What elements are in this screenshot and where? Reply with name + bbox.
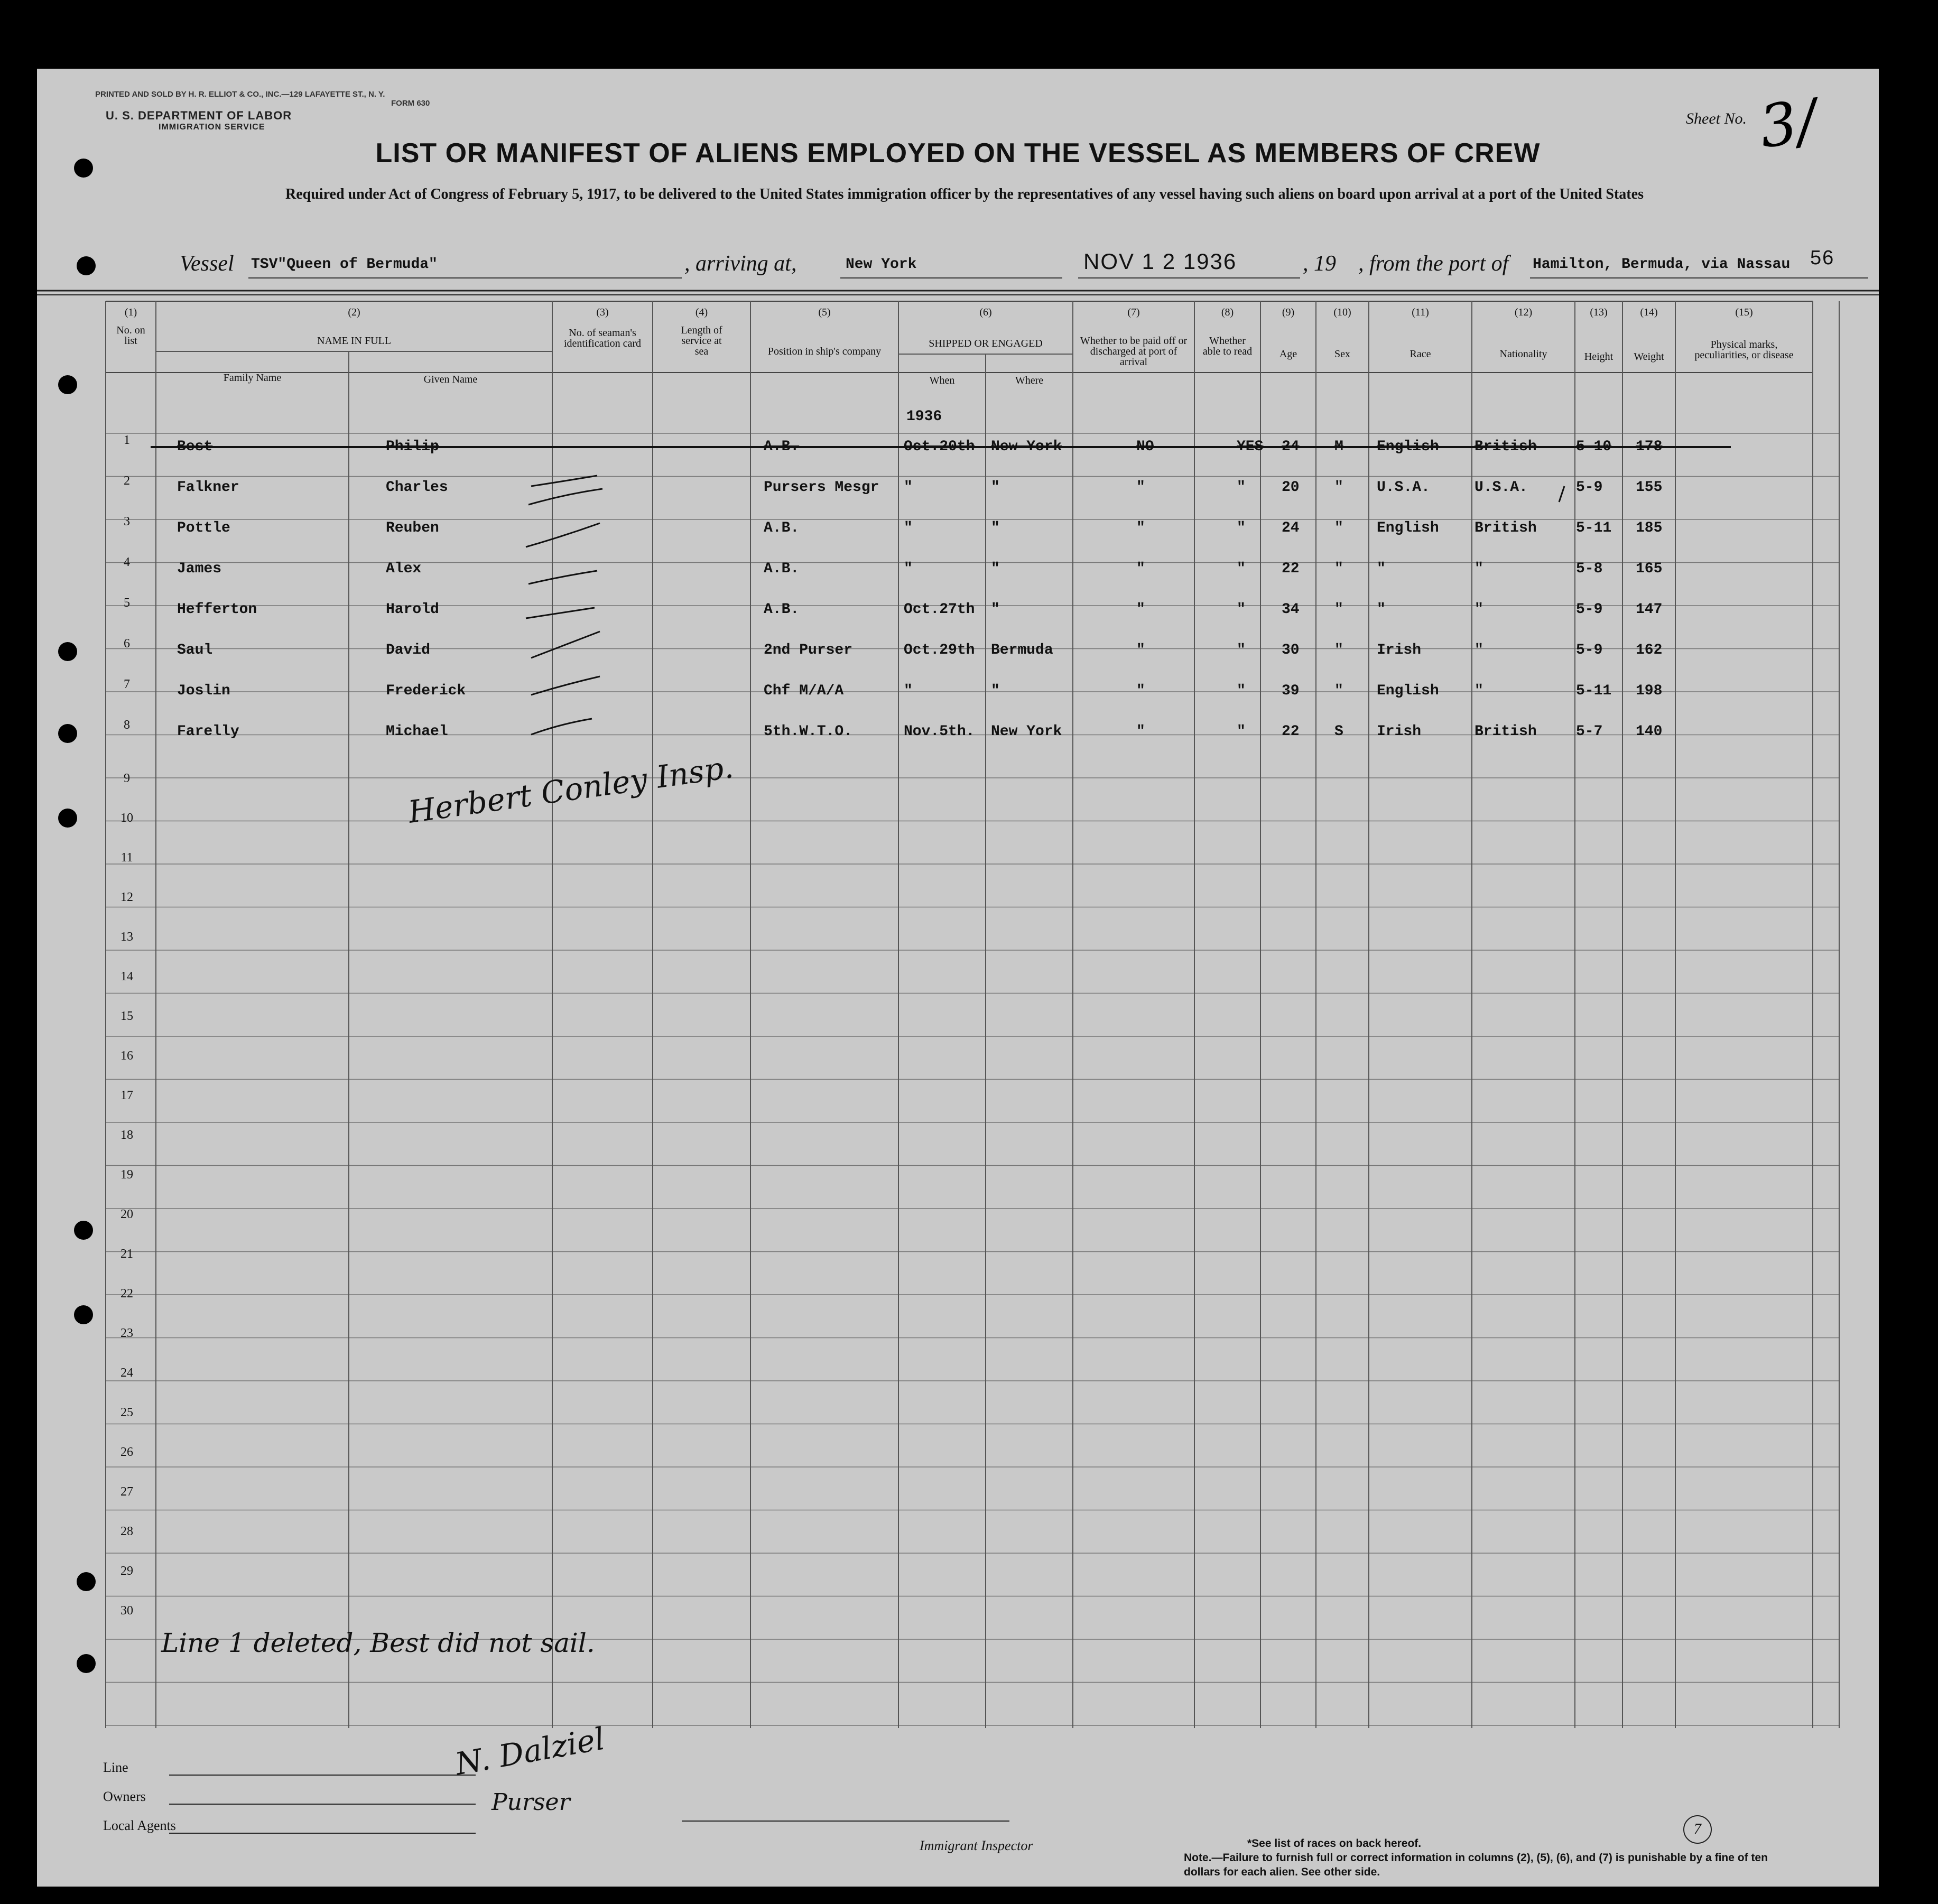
cell-position: A.B. bbox=[764, 439, 800, 455]
service-name: IMMIGRATION SERVICE bbox=[159, 123, 265, 132]
col-head-height: Height bbox=[1584, 351, 1614, 363]
col-head-no: No. on list bbox=[116, 324, 145, 347]
cell-given: David bbox=[386, 642, 431, 658]
arriving-label: , arriving at, bbox=[684, 252, 797, 276]
cell-weight: 140 bbox=[1636, 723, 1663, 740]
cell-paid: " bbox=[1136, 479, 1145, 496]
cell-when: Oct.29th bbox=[904, 642, 975, 658]
cell-when: Nov.5th. bbox=[904, 723, 975, 740]
col-head-name: NAME IN FULL bbox=[317, 335, 391, 347]
cell-nationality: " bbox=[1475, 601, 1483, 618]
cell-race: Irish bbox=[1377, 642, 1422, 658]
cell-where: " bbox=[991, 561, 1000, 577]
cell-when: " bbox=[904, 683, 913, 699]
circled-number: 7 bbox=[1683, 1815, 1712, 1844]
cell-when: Oct.27th bbox=[904, 601, 975, 618]
row-number: 7 bbox=[124, 677, 130, 691]
cell-family: Pottle bbox=[177, 520, 230, 536]
col-num: (10) bbox=[1333, 307, 1351, 318]
cell-when: " bbox=[904, 520, 913, 536]
row-number: 20 bbox=[120, 1208, 133, 1221]
vessel-label: Vessel bbox=[180, 252, 234, 276]
col-head-when: When bbox=[929, 375, 955, 386]
cell-family: Falkner bbox=[177, 479, 239, 496]
cell-age: 22 bbox=[1282, 561, 1300, 577]
cell-sex: S bbox=[1334, 723, 1343, 740]
cell-given: Michael bbox=[386, 723, 448, 740]
cell-given: Philip bbox=[386, 439, 439, 455]
cell-age: 39 bbox=[1282, 683, 1300, 699]
cell-when: Oct.20th bbox=[904, 439, 975, 455]
row-rules bbox=[106, 433, 1839, 1725]
cell-position: 2nd Purser bbox=[764, 642, 853, 658]
cell-family: James bbox=[177, 561, 222, 577]
cell-position: A.B. bbox=[764, 561, 800, 577]
cell-paid: " bbox=[1136, 683, 1145, 699]
owners-label: Owners bbox=[103, 1789, 146, 1804]
arriving-port: New York bbox=[846, 256, 917, 273]
cell-height: 5-9 bbox=[1576, 642, 1603, 658]
cell-race: English bbox=[1377, 520, 1439, 536]
row-number: 27 bbox=[120, 1485, 133, 1499]
cell-family: Farelly bbox=[177, 723, 239, 740]
form-number: FORM 630 bbox=[391, 99, 430, 108]
col-head-where: Where bbox=[1015, 375, 1044, 386]
cell-paid: " bbox=[1136, 601, 1145, 618]
cell-age: 30 bbox=[1282, 642, 1300, 658]
row-number: 22 bbox=[120, 1287, 133, 1301]
col-num: (12) bbox=[1514, 307, 1533, 318]
cell-paid: " bbox=[1136, 723, 1145, 740]
col-head-age: Age bbox=[1279, 348, 1297, 360]
from-label: , from the port of bbox=[1358, 252, 1509, 276]
row-number: 12 bbox=[120, 890, 133, 904]
col-head-position: Position in ship's company bbox=[767, 346, 882, 357]
purser-title: Purser bbox=[492, 1789, 570, 1816]
cell-family: Hefferton bbox=[177, 601, 257, 618]
cell-race: Irish bbox=[1377, 723, 1422, 740]
col-head-id: No. of seaman's identification card bbox=[563, 327, 642, 349]
cell-nationality: " bbox=[1475, 683, 1483, 699]
cell-height: 5-9 bbox=[1576, 601, 1603, 618]
cell-sex: " bbox=[1334, 683, 1343, 699]
col-num: (5) bbox=[818, 307, 831, 318]
races-note: *See list of races on back hereof. bbox=[1247, 1837, 1422, 1850]
cell-weight: 165 bbox=[1636, 561, 1663, 577]
department-name: U. S. DEPARTMENT OF LABOR bbox=[106, 109, 292, 122]
col-head-sex: Sex bbox=[1334, 348, 1350, 360]
cell-sex: " bbox=[1334, 601, 1343, 618]
cell-race: " bbox=[1377, 601, 1386, 618]
cell-read: " bbox=[1237, 561, 1246, 577]
sheet-number-label: Sheet No. bbox=[1686, 110, 1747, 127]
cell-read: " bbox=[1237, 479, 1246, 496]
row-number: 5 bbox=[124, 596, 130, 610]
cell-read: YES bbox=[1237, 439, 1264, 455]
fine-note: Note.—Failure to furnish full or correct information in columns (2), (5), (6), and (7) is punishable by a fine of ten dollars for each alien. See other side. bbox=[1184, 1852, 1768, 1878]
row-number: 3 bbox=[124, 515, 130, 528]
cell-race: U.S.A. bbox=[1377, 479, 1430, 496]
col-num: (2) bbox=[348, 307, 360, 318]
cell-age: 24 bbox=[1282, 439, 1300, 455]
form-subtitle: Required under Act of Congress of February 5, 1917, to be delivered to the United States immigration officer by the representatives of any vessel having such aliens on board upon arrival at a port of the United States bbox=[285, 186, 1644, 202]
cell-where: Bermuda bbox=[991, 642, 1053, 658]
cell-nationality: British bbox=[1475, 723, 1537, 740]
purser-signature: N. Dalziel bbox=[452, 1720, 608, 1782]
row-number: 10 bbox=[120, 811, 133, 825]
cell-age: 20 bbox=[1282, 479, 1300, 496]
col-num: (7) bbox=[1127, 307, 1140, 318]
cell-family: Saul bbox=[177, 642, 213, 658]
cell-given: Alex bbox=[386, 561, 422, 577]
row-number: 1 bbox=[124, 433, 130, 447]
row-number: 29 bbox=[120, 1564, 133, 1578]
cell-family: Joslin bbox=[177, 683, 230, 699]
col-num: (3) bbox=[596, 307, 609, 318]
form-title: LIST OR MANIFEST OF ALIENS EMPLOYED ON THE VESSEL AS MEMBERS OF CREW bbox=[375, 138, 1541, 169]
cell-weight: 198 bbox=[1636, 683, 1663, 699]
row-number: 24 bbox=[120, 1366, 133, 1380]
cell-position: A.B. bbox=[764, 601, 800, 618]
cell-age: 24 bbox=[1282, 520, 1300, 536]
col-head-read: Whether able to read bbox=[1202, 335, 1253, 357]
col-num: (6) bbox=[979, 307, 992, 318]
cell-height: 5-11 bbox=[1576, 520, 1612, 536]
row-number: 21 bbox=[120, 1247, 133, 1261]
cell-weight: 147 bbox=[1636, 601, 1663, 618]
cell-where: " bbox=[991, 683, 1000, 699]
cell-height: 5-11 bbox=[1576, 683, 1612, 699]
col-head-shipped: SHIPPED OR ENGAGED bbox=[929, 338, 1043, 349]
col-num: (1) bbox=[124, 307, 137, 318]
date-stamp: NOV 1 2 1936 bbox=[1083, 249, 1237, 274]
row-number: 16 bbox=[120, 1049, 133, 1063]
col-num: (15) bbox=[1735, 307, 1753, 318]
cell-height: 5-10 bbox=[1576, 439, 1612, 455]
cell-nationality: " bbox=[1475, 642, 1483, 658]
col-head-length: Length of service at sea bbox=[681, 324, 722, 357]
row-number: 30 bbox=[120, 1604, 133, 1618]
row-number: 13 bbox=[120, 930, 133, 944]
cell-race: " bbox=[1377, 561, 1386, 577]
inspector-signature: Herbert Conley Insp. bbox=[406, 749, 736, 830]
cell-height: 5-7 bbox=[1576, 723, 1603, 740]
cell-read: " bbox=[1237, 642, 1246, 658]
cell-nationality: British bbox=[1475, 439, 1537, 455]
from-port: Hamilton, Bermuda, via Nassau bbox=[1533, 256, 1791, 273]
cell-age: 34 bbox=[1282, 601, 1300, 618]
cell-weight: 155 bbox=[1636, 479, 1663, 496]
cell-given: Frederick bbox=[386, 683, 466, 699]
col-num: (13) bbox=[1590, 307, 1608, 318]
deletion-note: Line 1 deleted, Best did not sail. bbox=[161, 1628, 595, 1658]
cell-sex: " bbox=[1334, 479, 1343, 496]
cell-position: Chf M/A/A bbox=[764, 683, 844, 699]
row-number: 23 bbox=[120, 1326, 133, 1340]
manifest-sheet bbox=[37, 69, 1879, 1887]
local-agents-label: Local Agents bbox=[103, 1818, 176, 1833]
row-number: 18 bbox=[120, 1128, 133, 1142]
cell-sex: " bbox=[1334, 520, 1343, 536]
cell-weight: 178 bbox=[1636, 439, 1663, 455]
col-num: (9) bbox=[1282, 307, 1295, 318]
row-number: 15 bbox=[120, 1009, 133, 1023]
row-number: 9 bbox=[124, 772, 130, 785]
cell-given: Harold bbox=[386, 601, 439, 618]
cell-where: New York bbox=[991, 439, 1062, 455]
row-number: 26 bbox=[120, 1445, 133, 1459]
vessel-name: TSV"Queen of Bermuda" bbox=[251, 256, 438, 273]
cell-read: " bbox=[1237, 601, 1246, 618]
cell-position: 5th.W.T.O. bbox=[764, 723, 853, 740]
cell-where: " bbox=[991, 479, 1000, 496]
col-head-race: Race bbox=[1410, 348, 1431, 360]
cell-given: Charles bbox=[386, 479, 448, 496]
cell-nationality: U.S.A. bbox=[1475, 479, 1528, 496]
year-above-when: 1936 bbox=[906, 408, 942, 425]
cell-read: " bbox=[1237, 520, 1246, 536]
cell-paid: " bbox=[1136, 520, 1145, 536]
cell-race: English bbox=[1377, 683, 1439, 699]
col-head-given: Given Name bbox=[423, 374, 478, 385]
cell-read: " bbox=[1237, 683, 1246, 699]
cell-when: " bbox=[904, 479, 913, 496]
cell-height: 5-8 bbox=[1576, 561, 1603, 577]
cell-weight: 185 bbox=[1636, 520, 1663, 536]
cell-when: " bbox=[904, 561, 913, 577]
cell-where: " bbox=[991, 601, 1000, 618]
cell-age: 22 bbox=[1282, 723, 1300, 740]
col-head-weight: Weight bbox=[1634, 351, 1664, 363]
cell-position: Pursers Mesgr bbox=[764, 479, 879, 496]
col-head-family: Family Name bbox=[223, 372, 282, 384]
row-number: 8 bbox=[124, 718, 130, 732]
cell-sex: " bbox=[1334, 642, 1343, 658]
cell-weight: 162 bbox=[1636, 642, 1663, 658]
row-number: 2 bbox=[124, 474, 130, 488]
line-label: Line bbox=[103, 1760, 128, 1775]
col-num: (14) bbox=[1640, 307, 1658, 318]
cell-where: New York bbox=[991, 723, 1062, 740]
corner-mark: 56 bbox=[1810, 247, 1835, 269]
col-num: (11) bbox=[1412, 307, 1429, 318]
row-number: 14 bbox=[120, 970, 133, 983]
cell-paid: " bbox=[1136, 642, 1145, 658]
cell-sex: " bbox=[1334, 561, 1343, 577]
cell-nationality: " bbox=[1475, 561, 1483, 577]
immigrant-inspector-label: Immigrant Inspector bbox=[920, 1838, 1033, 1853]
col-num: (4) bbox=[695, 307, 708, 318]
cell-read: " bbox=[1237, 723, 1246, 740]
row-number: 11 bbox=[120, 851, 133, 865]
col-head-nationality: Nationality bbox=[1499, 348, 1547, 360]
cell-where: " bbox=[991, 520, 1000, 536]
cell-nationality: British bbox=[1475, 520, 1537, 536]
cell-position: A.B. bbox=[764, 520, 800, 536]
col-head-physical: Physical marks, peculiarities, or disease bbox=[1694, 339, 1794, 361]
row-number: 25 bbox=[120, 1406, 133, 1419]
sheet-number-handwritten: 3/ bbox=[1755, 86, 1821, 161]
year-label: , 19 bbox=[1303, 252, 1336, 276]
row-number: 6 bbox=[124, 637, 130, 651]
cell-family: Best bbox=[177, 439, 213, 455]
row-number: 4 bbox=[124, 555, 130, 569]
cell-paid: " bbox=[1136, 561, 1145, 577]
col-head-paid: Whether to be paid off or discharged at port of arrival bbox=[1080, 335, 1188, 368]
col-num: (8) bbox=[1221, 307, 1234, 318]
cell-height: 5-9 bbox=[1576, 479, 1603, 496]
row-number: 19 bbox=[120, 1168, 133, 1182]
printer-line: PRINTED AND SOLD BY H. R. ELLIOT & CO., INC.—129 LAFAYETTE ST., N. Y. bbox=[95, 90, 385, 99]
cell-race: English bbox=[1377, 439, 1439, 455]
cell-given: Reuben bbox=[386, 520, 439, 536]
row-number: 17 bbox=[120, 1089, 133, 1102]
row-number: 28 bbox=[120, 1525, 133, 1538]
cell-paid: NO bbox=[1136, 439, 1154, 455]
cell-sex: M bbox=[1334, 439, 1343, 455]
